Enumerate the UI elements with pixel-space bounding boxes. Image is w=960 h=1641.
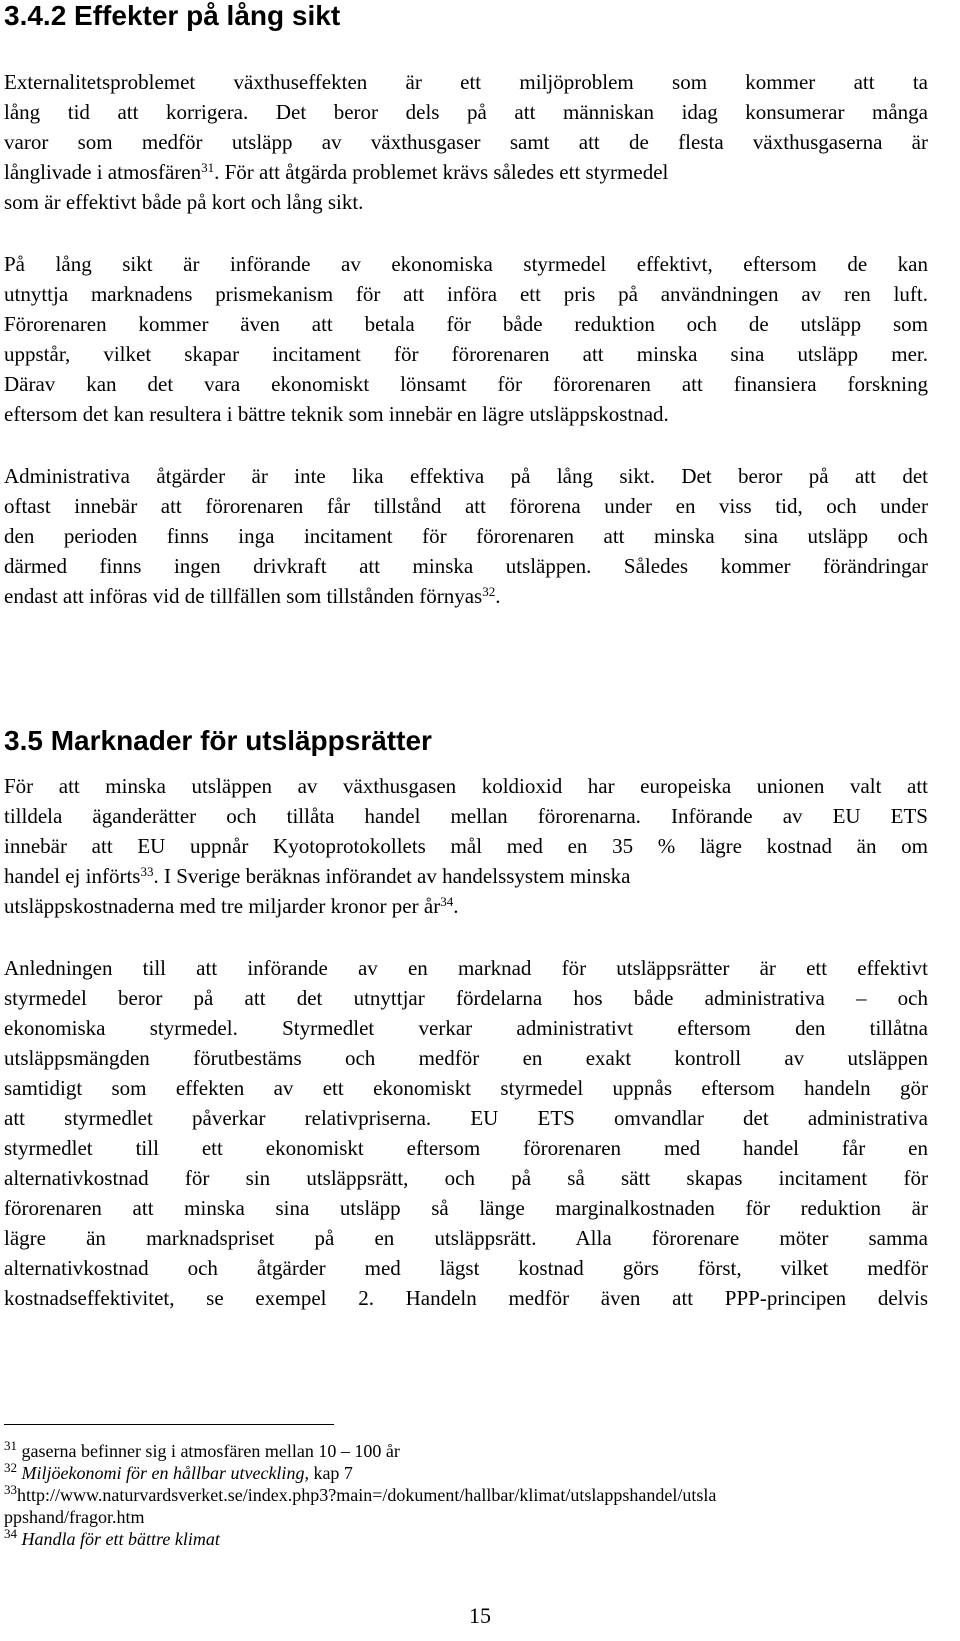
text-after-reference: . (453, 894, 459, 918)
footnote-number: 34 (4, 1526, 17, 1541)
footnote-33 (4, 1484, 944, 1506)
footnote-number: 32 (4, 1460, 17, 1475)
footnote-reference: 32 (482, 584, 496, 599)
paragraph-line: kostnadseffektivitet, se exempel 2. Handeln medför även att PPP-principen delvis (4, 1286, 928, 1310)
paragraph-line: innebär att EU uppnår Kyotoprotokollets mål med en 35 % lägre kostnad än om (4, 834, 928, 858)
page-number: 15 (469, 1603, 491, 1628)
paragraph-line: utnyttja marknadens prismekanism för att införa ett pris på användningen av ren luft. (4, 282, 928, 306)
footnote-31 (4, 1440, 944, 1462)
footnote-reference: 33 (140, 864, 154, 879)
paragraph-line: Externalitetsproblemet växthuseffekten är ett miljöproblem som kommer att ta (4, 70, 928, 94)
paragraph-line: Administrativa åtgärder är inte lika effektiva på lång sikt. Det beror på att det (4, 464, 928, 488)
paragraph-line: uppstår, vilket skapar incitament för förorenaren att minska sina utsläpp mer. (4, 342, 928, 366)
text-before-reference: handel ej införts (4, 864, 141, 888)
footnote-34 (4, 1528, 944, 1550)
paragraph-line: lägre än marknadspriset på en utsläppsrätt. Alla förorenare möter samma (4, 1226, 928, 1250)
paragraph-line: Därav kan det vara ekonomiskt lönsamt för förorenaren att finansiera forskning (4, 372, 928, 396)
paragraph-line: Förorenaren kommer även att betala för både reduktion och de utsläpp som (4, 312, 928, 336)
paragraph-line: alternativkostnad och åtgärder med lägst kostnad görs först, vilket medför (4, 1256, 928, 1280)
footnote-number: 31 (4, 1438, 17, 1453)
text-before-reference: endast att införas vid de tillfällen som tillstånden förnyas (4, 584, 483, 608)
text-before-reference: långlivade i atmosfären (4, 160, 202, 184)
footnote-divider (4, 1424, 334, 1425)
footnote-source-title: Miljöekonomi för en hållbar utveckling, (21, 1463, 309, 1483)
section-heading-marknader: 3.5 Marknader för utsläppsrätter (4, 725, 432, 756)
footnote-reference: 31 (201, 160, 215, 175)
paragraph-line: lång tid att korrigera. Det beror dels på att människan idag konsumerar många (4, 100, 928, 124)
paragraph-line: som är effektivt både på kort och lång sikt. (4, 190, 364, 214)
paragraph-line-with-reference (4, 892, 928, 920)
text-after-reference: . För att åtgärda problemet krävs således ett styrmedel (214, 160, 669, 184)
text-before-reference: utsläppskostnaderna med tre miljarder kronor per år (4, 894, 441, 918)
paragraph-line: Anledningen till att införande av en marknad för utsläppsrätter är ett effektivt (4, 956, 928, 980)
paragraph-line-with-reference (4, 862, 928, 890)
paragraph-line: På lång sikt är införande av ekonomiska styrmedel effektivt, eftersom de kan (4, 252, 928, 276)
footnote-url: http://www.naturvardsverket.se/index.php3?main=/dokument/hallbar/klimat/utslappshandel/utsla (17, 1485, 717, 1505)
paragraph-line: utsläppsmängden förutbestäms och medför en exakt kontroll av utsläppen (4, 1046, 928, 1070)
footnote-32 (4, 1462, 944, 1484)
paragraph-line-with-reference (4, 158, 928, 186)
paragraph-line: samtidigt som effekten av ett ekonomiskt styrmedel uppnås eftersom handeln gör (4, 1076, 928, 1100)
paragraph-line: eftersom det kan resultera i bättre teknik som innebär en lägre utsläppskostnad. (4, 402, 669, 426)
paragraph-line: oftast innebär att förorenaren får tillstånd att förorena under en viss tid, och under (4, 494, 928, 518)
paragraph-line: För att minska utsläppen av växthusgasen koldioxid har europeiska unionen valt att (4, 774, 928, 798)
section-heading-effekter: 3.4.2 Effekter på lång sikt (4, 0, 341, 31)
paragraph-line: den perioden finns inga incitament för förorenaren att minska sina utsläpp och (4, 524, 928, 548)
paragraph-line: därmed finns ingen drivkraft att minska utsläppen. Således kommer förändringar (4, 554, 928, 578)
paragraph-line: tilldela äganderätter och tillåta handel mellan förorenarna. Införande av EU ETS (4, 804, 928, 828)
paragraph-line: att styrmedlet påverkar relativpriserna. EU ETS omvandlar det administrativa (4, 1106, 928, 1130)
footnote-reference: 34 (440, 894, 454, 909)
paragraph-line-with-reference (4, 582, 928, 610)
paragraph-line: alternativkostnad för sin utsläppsrätt, och på så sätt skapas incitament för (4, 1166, 928, 1190)
footnote-source-title: Handla för ett bättre klimat (21, 1529, 220, 1549)
paragraph-line: varor som medför utsläpp av växthusgaser samt att de flesta växthusgaserna är (4, 130, 928, 154)
text-after-reference: . (495, 584, 501, 608)
text-after-reference: . I Sverige beräknas införandet av handelssystem minska (153, 864, 631, 888)
footnote-text: gaserna befinner sig i atmosfären mellan 10 – 100 år (21, 1441, 400, 1461)
footnote-33-continued: ppshand/fragor.htm (4, 1507, 145, 1527)
footnote-text: kap 7 (308, 1463, 353, 1483)
paragraph-line: ekonomiska styrmedel. Styrmedlet verkar administrativt eftersom den tillåtna (4, 1016, 928, 1040)
paragraph-line: styrmedlet till ett ekonomiskt eftersom förorenaren med handel får en (4, 1136, 928, 1160)
footnote-number: 33 (4, 1482, 17, 1497)
paragraph-line: förorenaren att minska sina utsläpp så länge marginalkostnaden för reduktion är (4, 1196, 928, 1220)
paragraph-line: styrmedel beror på att det utnyttjar fördelarna hos både administrativa – och (4, 986, 928, 1010)
